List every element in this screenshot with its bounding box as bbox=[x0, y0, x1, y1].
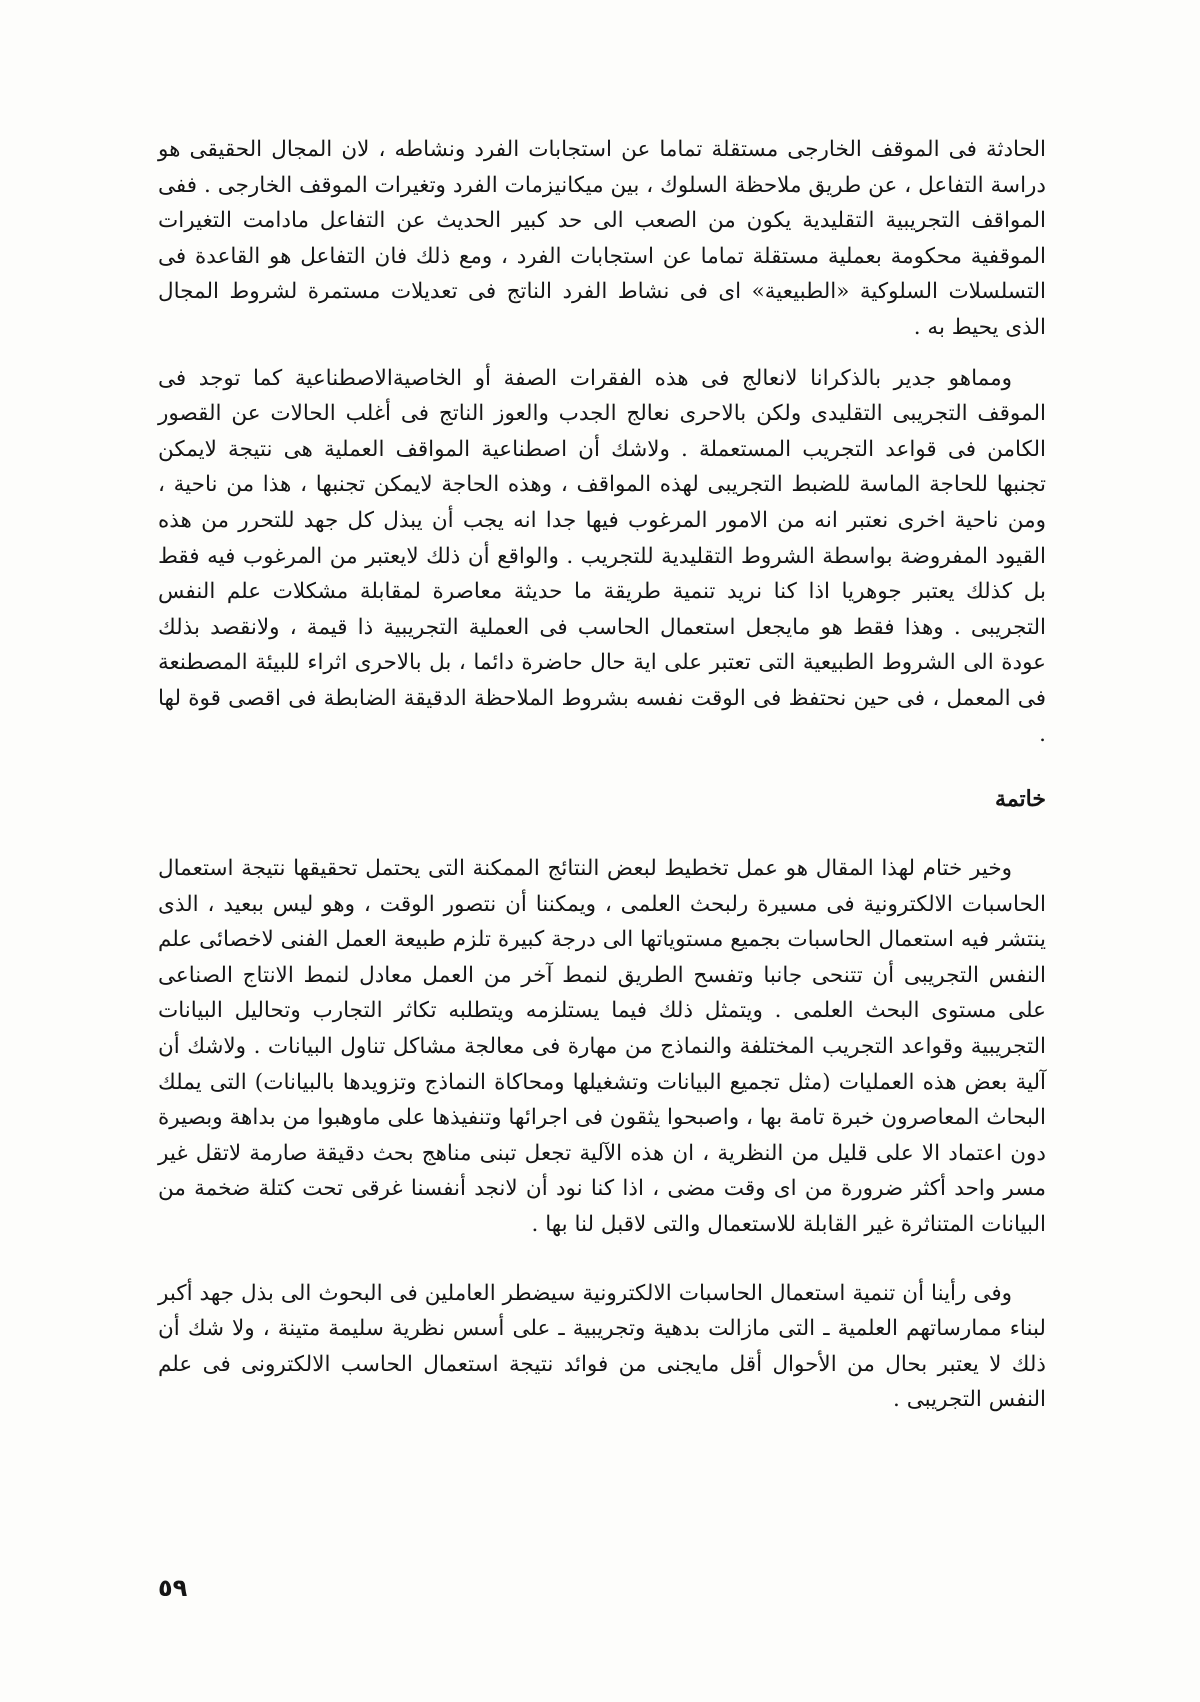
body-paragraph-1: الحادثة فى الموقف الخارجى مستقلة تماما عن استجابات الفرد ونشاطه ، لان المجال الحقيقى هو دراسة التفاعل ، عن طريق ملاحظة السلوك ، بين ميكانيزمات الفرد وتغيرات الموقف الخارجى . ففى المواقف التجريبية التقليدية يكون من الصعب الى حد كبير الحديث عن التفاعل مادامت التغيرات الموقفية محكومة بعملية مستقلة تماما عن استجابات الفرد ، ومع ذلك فان التفاعل هو القاعدة فى التسلسلات السلوكية «الطبيعية» اى فى نشاط الفرد الناتج فى تعديلات مستمرة لشروط المجال الذى يحيط به . bbox=[158, 137, 1046, 340]
conclusion-paragraph-2: وفى رأينا أن تنمية استعمال الحاسبات الالكترونية سيضطر العاملين فى البحوث الى بذل جهد أكبر لبناء ممارساتهم العلمية ـ التى مازالت بدهية وتجريبية ـ على أسس نظرية سليمة متينة ، ولا شك أن ذلك لا يعتبر بحال من الأحوال أقل مايجنى من فوائد نتيجة استعمال الحاسب الالكترونى فى علم النفس التجريبى . bbox=[158, 1280, 1046, 1413]
page-body bbox=[158, 132, 1046, 1418]
page-number: ٥٩ bbox=[158, 1574, 188, 1602]
body-paragraph-2: ومماهو جدير بالذكرانا لانعالج فى هذه الفقرات الصفة أو الخاصيةالاصطناعية كما توجد فى الموقف التجريبى التقليدى ولكن بالاحرى نعالج الجدب والعوز الناتج فى أغلب الحالات عن القصور الكامن فى قواعد التجريب المستعملة . ولاشك أن اصطناعية المواقف العملية هى نتيجة لايمكن تجنبها للحاجة الماسة للضبط التجريبى لهذه المواقف ، وهذه الحاجة لايمكن تجنبها ، هذا من ناحية ، ومن ناحية اخرى نعتبر انه من الامور المرغوب فيها جدا انه يجب أن يبذل كل جهد للتحرر من هذه القيود المفروضة بواسطة الشروط التقليدية للتجريب . والواقع أن ذلك لايعتبر من المرغوب فيه فقط بل كذلك يعتبر جوهريا اذا كنا نريد تنمية طريقة ما حديثة معاصرة لمقابلة مشكلات علم النفس التجريبى . وهذا فقط هو مايجعل استعمال الحاسب فى العملية التجريبية ذا قيمة ، ولانقصد بذلك عودة الى الشروط الطبيعية التى تعتبر على اية حال حاضرة دائما ، بل بالاحرى اثراء للبيئة المصطنعة فى المعمل ، فى حين نحتفظ فى الوقت نفسه بشروط الملاحظة الدقيقة الضابطة فى اقصى قوة لها . bbox=[158, 365, 1046, 747]
conclusion-paragraph-1: وخير ختام لهذا المقال هو عمل تخطيط لبعض النتائج الممكنة التى يحتمل تحقيقها نتيجة استعمال الحاسبات الالكترونية فى مسيرة رلبحث العلمى ، ويمكننا أن نتصور الوقت ، وهو ليس ببعيد ، الذى ينتشر فيه استعمال الحاسبات بجميع مستوياتها الى درجة كبيرة تلزم طبيعة العمل الفنى لاخصائى علم النفس التجريبى أن تتنحى جانبا وتفسح الطريق لنمط آخر من العمل معادل لنمط الانتاج الصناعى على مستوى البحث العلمى . ويتمثل ذلك فيما يستلزمه ويتطلبه تكاثر التجارب وتحاليل البيانات التجريبية وقواعد التجريب المختلفة والنماذج من مهارة فى معالجة مشاكل تناول البيانات . ولاشك أن آلية بعض هذه العمليات (مثل تجميع البيانات وتشغيلها ومحاكاة النماذج وتزويدها بالبيانات) التى يملك البحاث المعاصرون خبرة تامة بها ، واصبحوا يثقون فى اجرائها وتنفيذها على ماوهبوا من بداهة وبصيرة دون اعتماد الا على قليل من النظرية ، ان هذه الآلية تجعل تبنى مناهج بحث دقيقة صارمة لاتقل غير مسر واحد أكثر ضرورة من اى وقت مضى ، اذا كنا نود أن لانجد أنفسنا غرقى تحت كتلة ضخمة من البيانات المتناثرة غير القابلة للاستعمال والتى لاقبل لنا بها . bbox=[158, 856, 1046, 1238]
section-heading-conclusion: خاتمة bbox=[995, 786, 1046, 813]
